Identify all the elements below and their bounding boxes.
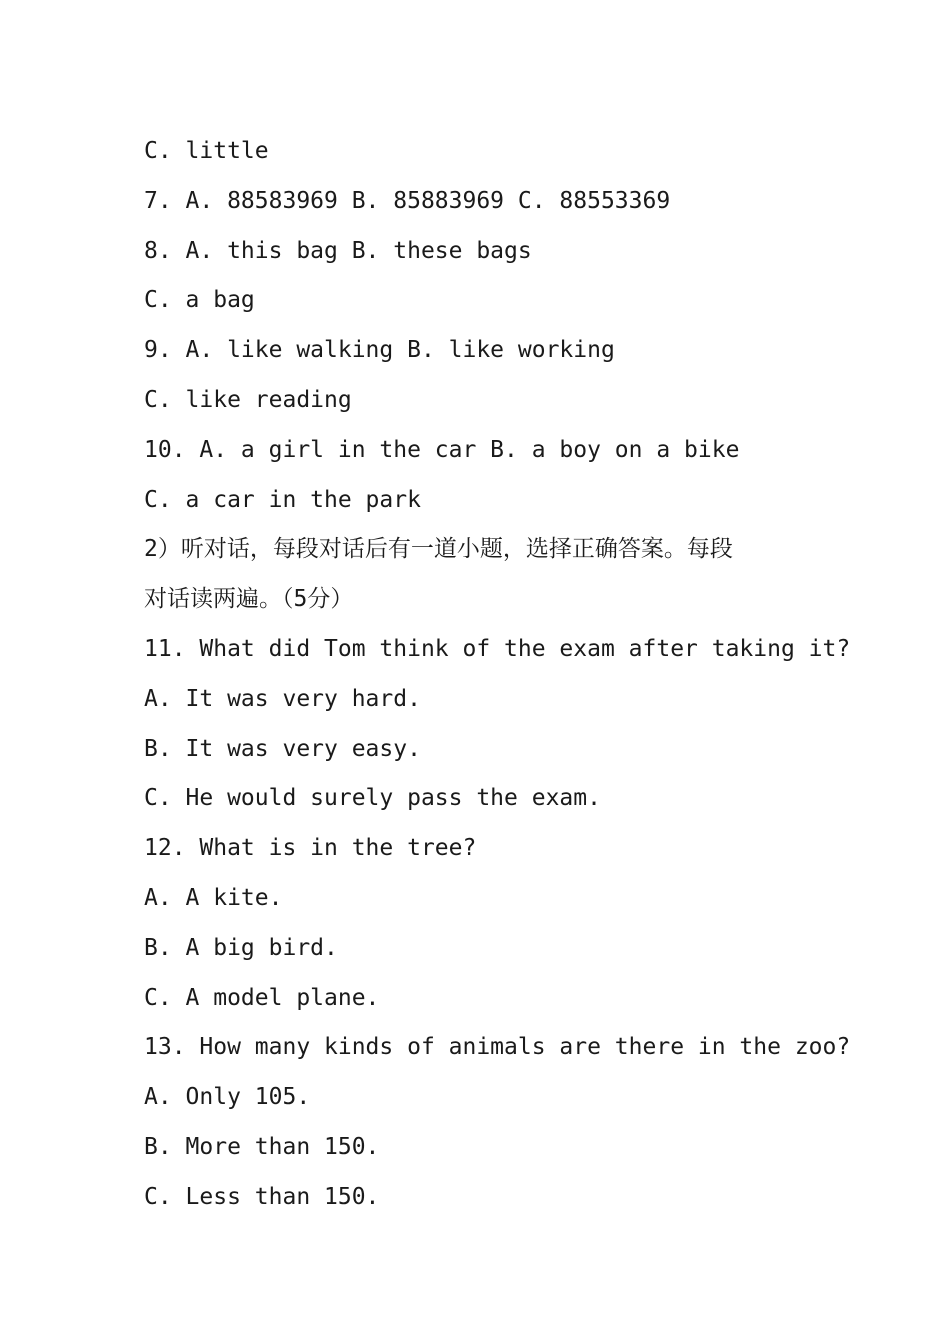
- option-line: C. He would surely pass the exam.: [144, 785, 601, 812]
- question-line: 12. What is in the tree?: [144, 835, 477, 862]
- question-line: 7. A. 88583969 B. 85883969 C. 88553369: [144, 187, 671, 214]
- question-line: 10. A. a girl in the car B. a boy on a bike: [144, 436, 740, 463]
- question-line: 11. What did Tom think of the exam after taking it?: [144, 635, 851, 662]
- section-instruction-cont: 对话读两遍。（5分）: [144, 586, 354, 613]
- option-line: A. It was very hard.: [144, 685, 421, 712]
- option-line: C. little: [144, 138, 269, 164]
- option-line: A. A kite.: [144, 884, 283, 911]
- option-line: C. like reading: [144, 386, 352, 413]
- option-line: C. a bag: [144, 287, 255, 314]
- option-line: C. a car in the park: [144, 486, 421, 513]
- option-line: B. It was very easy.: [144, 735, 421, 762]
- section-instruction: 2）听对话，每段对话后有一道小题，选择正确答案。每段: [144, 536, 733, 563]
- option-line: C. A model plane.: [144, 984, 380, 1011]
- question-line: 8. A. this bag B. these bags: [144, 237, 532, 264]
- option-line: A. Only 105.: [144, 1084, 311, 1111]
- option-line: C. Less than 150.: [144, 1183, 380, 1210]
- question-line: 13. How many kinds of animals are there in the zoo?: [144, 1034, 851, 1061]
- question-line: 9. A. like walking B. like working: [144, 337, 615, 364]
- option-line: B. More than 150.: [144, 1133, 380, 1160]
- document-body: [144, 127, 851, 1223]
- option-line: B. A big bird.: [144, 934, 338, 961]
